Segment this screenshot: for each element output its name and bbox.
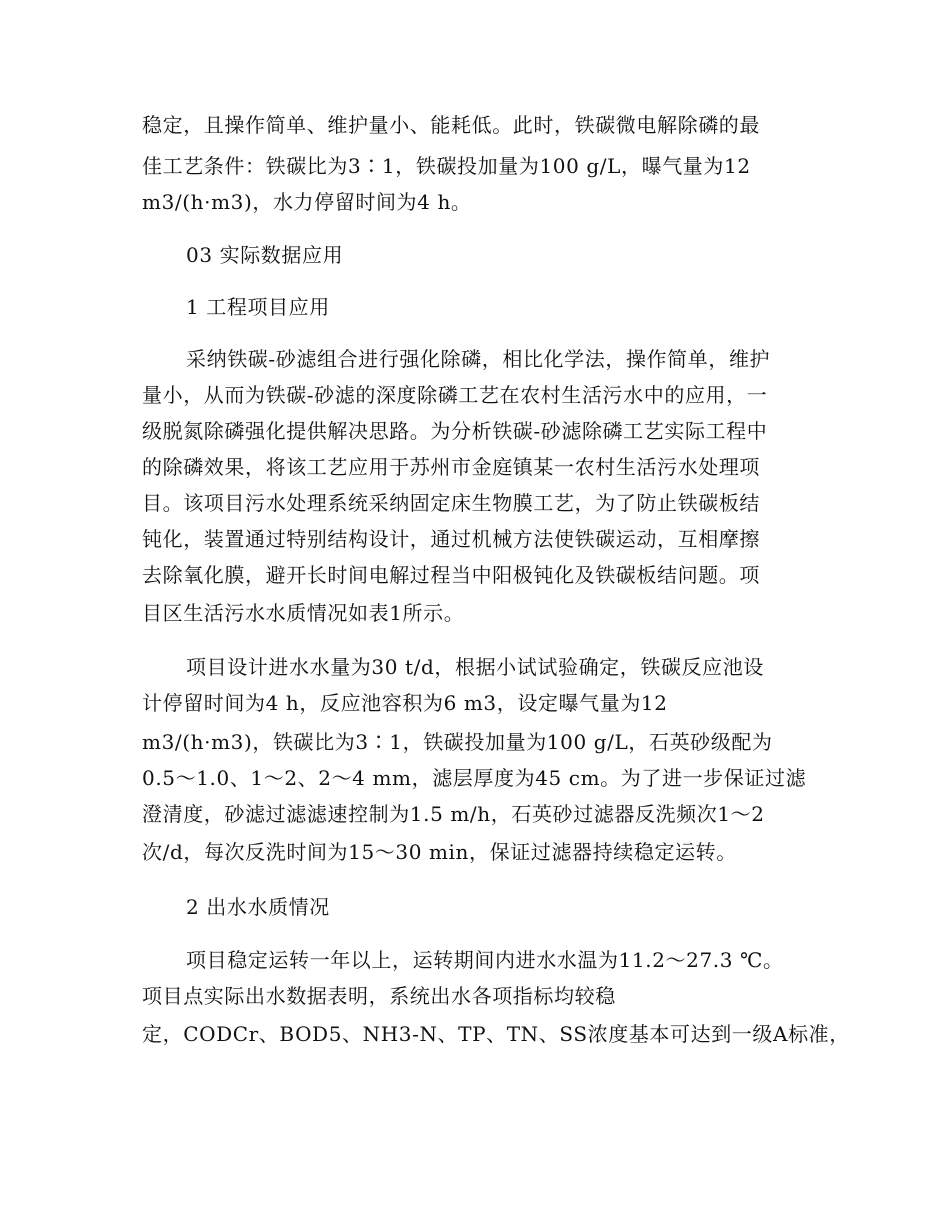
paragraph-line: 去除氧化膜，避开长时间电解过程当中阳极钝化及铁碳板结问题。项	[142, 563, 760, 587]
paragraph-line: 佳工艺条件：铁碳比为3∶1，铁碳投加量为100 g/L，曝气量为12	[142, 154, 751, 178]
paragraph-line: 计停留时间为4 h，反应池容积为6 m3，设定曝气量为12	[142, 691, 668, 715]
subsection-heading: 2 出水水质情况	[186, 895, 330, 919]
paragraph-line: 级脱氮除磷强化提供解决思路。为分析铁碳-砂滤除磷工艺实际工程中	[142, 419, 768, 443]
paragraph-line: 0.5～1.0、1～2、2～4 mm，滤层厚度为45 cm。为了进一步保证过滤	[142, 766, 807, 790]
paragraph-line: 项目设计进水水量为30 t/d，根据小试试验确定，铁碳反应池设	[186, 655, 764, 679]
paragraph-line: m3/(h·m3)，铁碳比为3∶1，铁碳投加量为100 g/L，石英砂级配为	[142, 730, 773, 754]
paragraph-line: 项目稳定运转一年以上，运转期间内进水水温为11.2～27.3 ℃。	[186, 948, 784, 972]
paragraph-line: 稳定，且操作简单、维护量小、能耗低。此时，铁碳微电解除磷的最	[142, 113, 760, 137]
paragraph-line: 的除磷效果，将该工艺应用于苏州市金庭镇某一农村生活污水处理项	[142, 455, 760, 479]
paragraph-line: 量小，从而为铁碳-砂滤的深度除磷工艺在农村生活污水中的应用，一	[142, 383, 768, 407]
paragraph-line: 定，CODCr、BOD5、NH3-N、TP、TN、SS浓度基本可达到一级A标准，	[142, 1022, 850, 1046]
subsection-heading: 1 工程项目应用	[186, 295, 330, 319]
paragraph-line: 目区生活污水水质情况如表1所示。	[142, 601, 465, 625]
section-heading: 03 实际数据应用	[186, 243, 344, 267]
paragraph-line: 澄清度，砂滤过滤滤速控制为1.5 m/h，石英砂过滤器反洗频次1～2	[142, 802, 765, 826]
paragraph-line: 次/d，每次反洗时间为15～30 min，保证过滤器持续稳定运转。	[142, 840, 737, 864]
paragraph-line: m3/(h·m3)，水力停留时间为4 h。	[142, 190, 472, 214]
paragraph-line: 目。该项目污水处理系统采纳固定床生物膜工艺，为了防止铁碳板结	[142, 491, 760, 515]
paragraph-line: 钝化，装置通过特别结构设计，通过机械方法使铁碳运动，互相摩擦	[142, 527, 760, 551]
paragraph-line: 采纳铁碳-砂滤组合进行强化除磷，相比化学法，操作简单，维护	[186, 347, 771, 371]
paragraph-line: 项目点实际出水数据表明，系统出水各项指标均较稳	[142, 984, 616, 1008]
